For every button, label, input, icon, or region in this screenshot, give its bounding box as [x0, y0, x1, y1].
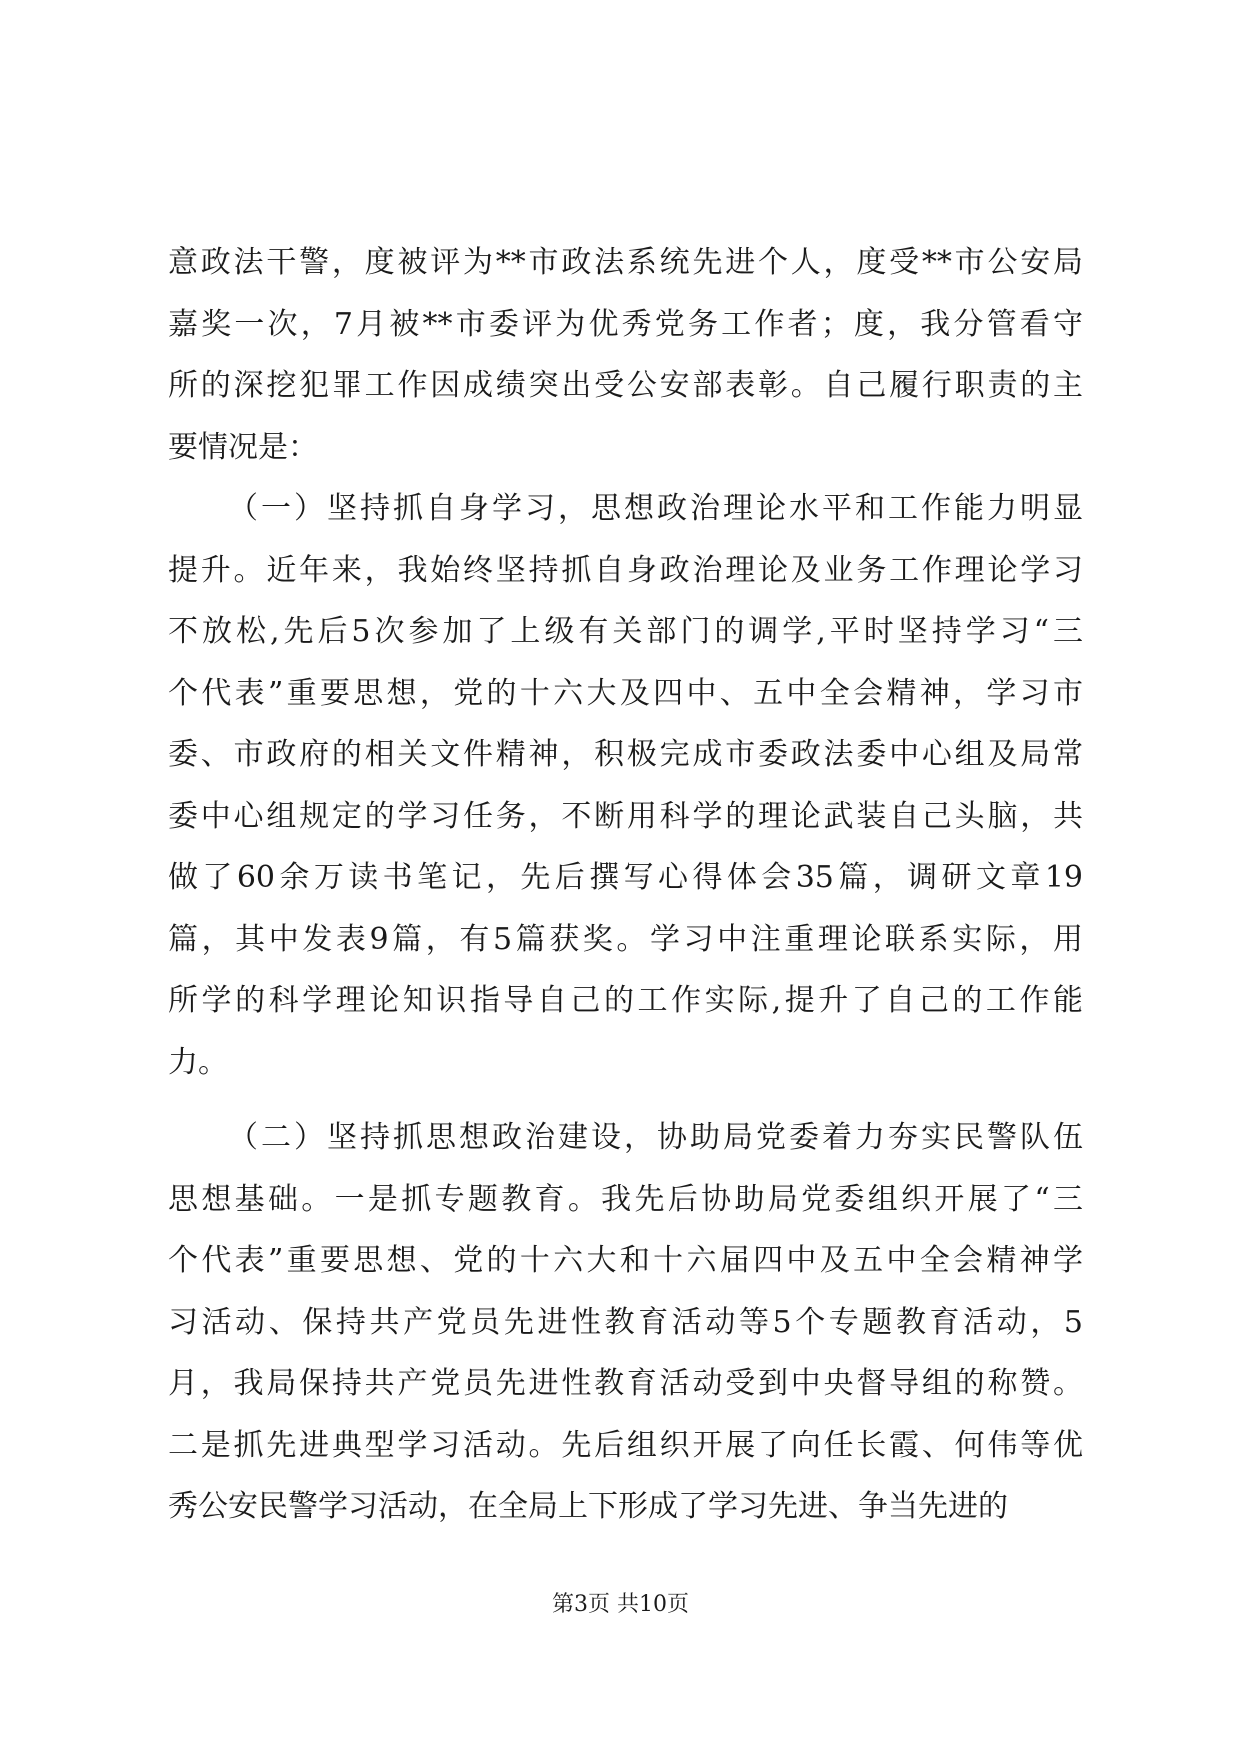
text-line: 篇，其中发表9篇，有5篇获奖。学习中注重理论联系实际，用	[168, 921, 1083, 957]
text-line: 思想基础。一是抓专题教育。我先后协助局党委组织开展了“三	[168, 1181, 1083, 1217]
text-line: （二）坚持抓思想政治建设，协助局党委着力夯实民警队伍	[228, 1120, 1083, 1155]
text-line: 二是抓先进典型学习活动。先后组织开展了向任长霞、何伟等优	[168, 1427, 1083, 1463]
text-line: （一）坚持抓自身学习，思想政治理论水平和工作能力明显	[228, 491, 1083, 526]
text-line: 委、市政府的相关文件精神，积极完成市委政法委中心组及局常	[168, 737, 1083, 772]
text-line: 做了60余万读书笔记，先后撰写心得体会35篇，调研文章19	[168, 860, 1083, 895]
text-line: 不放松,先后5次参加了上级有关部门的调学,平时坚持学习“三	[168, 614, 1083, 649]
text-line: 个代表”重要思想，党的十六大及四中、五中全会精神，学习市	[168, 675, 1083, 711]
paragraph-p1	[168, 478, 1083, 1093]
text-line: 所学的科学理论知识指导自己的工作实际,提升了自己的工作能	[168, 983, 1083, 1018]
text-line: 嘉奖一次，7月被**市委评为优秀党务工作者；度，我分管看守	[168, 306, 1083, 342]
text-line: 力。	[168, 1044, 228, 1080]
paragraph-gap	[168, 1093, 1083, 1107]
text-line: 个代表”重要思想、党的十六大和十六届四中及五中全会精神学	[168, 1243, 1083, 1278]
text-line: 委中心组规定的学习任务，不断用科学的理论武装自己头脑，共	[168, 798, 1083, 834]
paragraph-p2	[168, 1107, 1083, 1538]
document-body	[168, 232, 1083, 1538]
text-line: 要情况是：	[168, 429, 318, 465]
text-line: 意政法干警，度被评为**市政法系统先进个人，度受**市公安局	[168, 245, 1083, 280]
text-line: 习活动、保持共产党员先进性教育活动等5个专题教育活动，5	[168, 1304, 1083, 1340]
text-line: 所的深挖犯罪工作因成绩突出受公安部表彰。自己履行职责的主	[168, 368, 1083, 403]
text-line: 秀公安民警学习活动，在全局上下形成了学习先进、争当先进的	[168, 1489, 1008, 1524]
page-footer: 第3页 共10页	[552, 1592, 689, 1617]
text-line: 月，我局保持共产党员先进性教育活动受到中央督导组的称赞。	[168, 1366, 1083, 1401]
text-line: 提升。近年来，我始终坚持抓自身政治理论及业务工作理论学习	[168, 552, 1083, 588]
paragraph-p0	[168, 232, 1083, 478]
